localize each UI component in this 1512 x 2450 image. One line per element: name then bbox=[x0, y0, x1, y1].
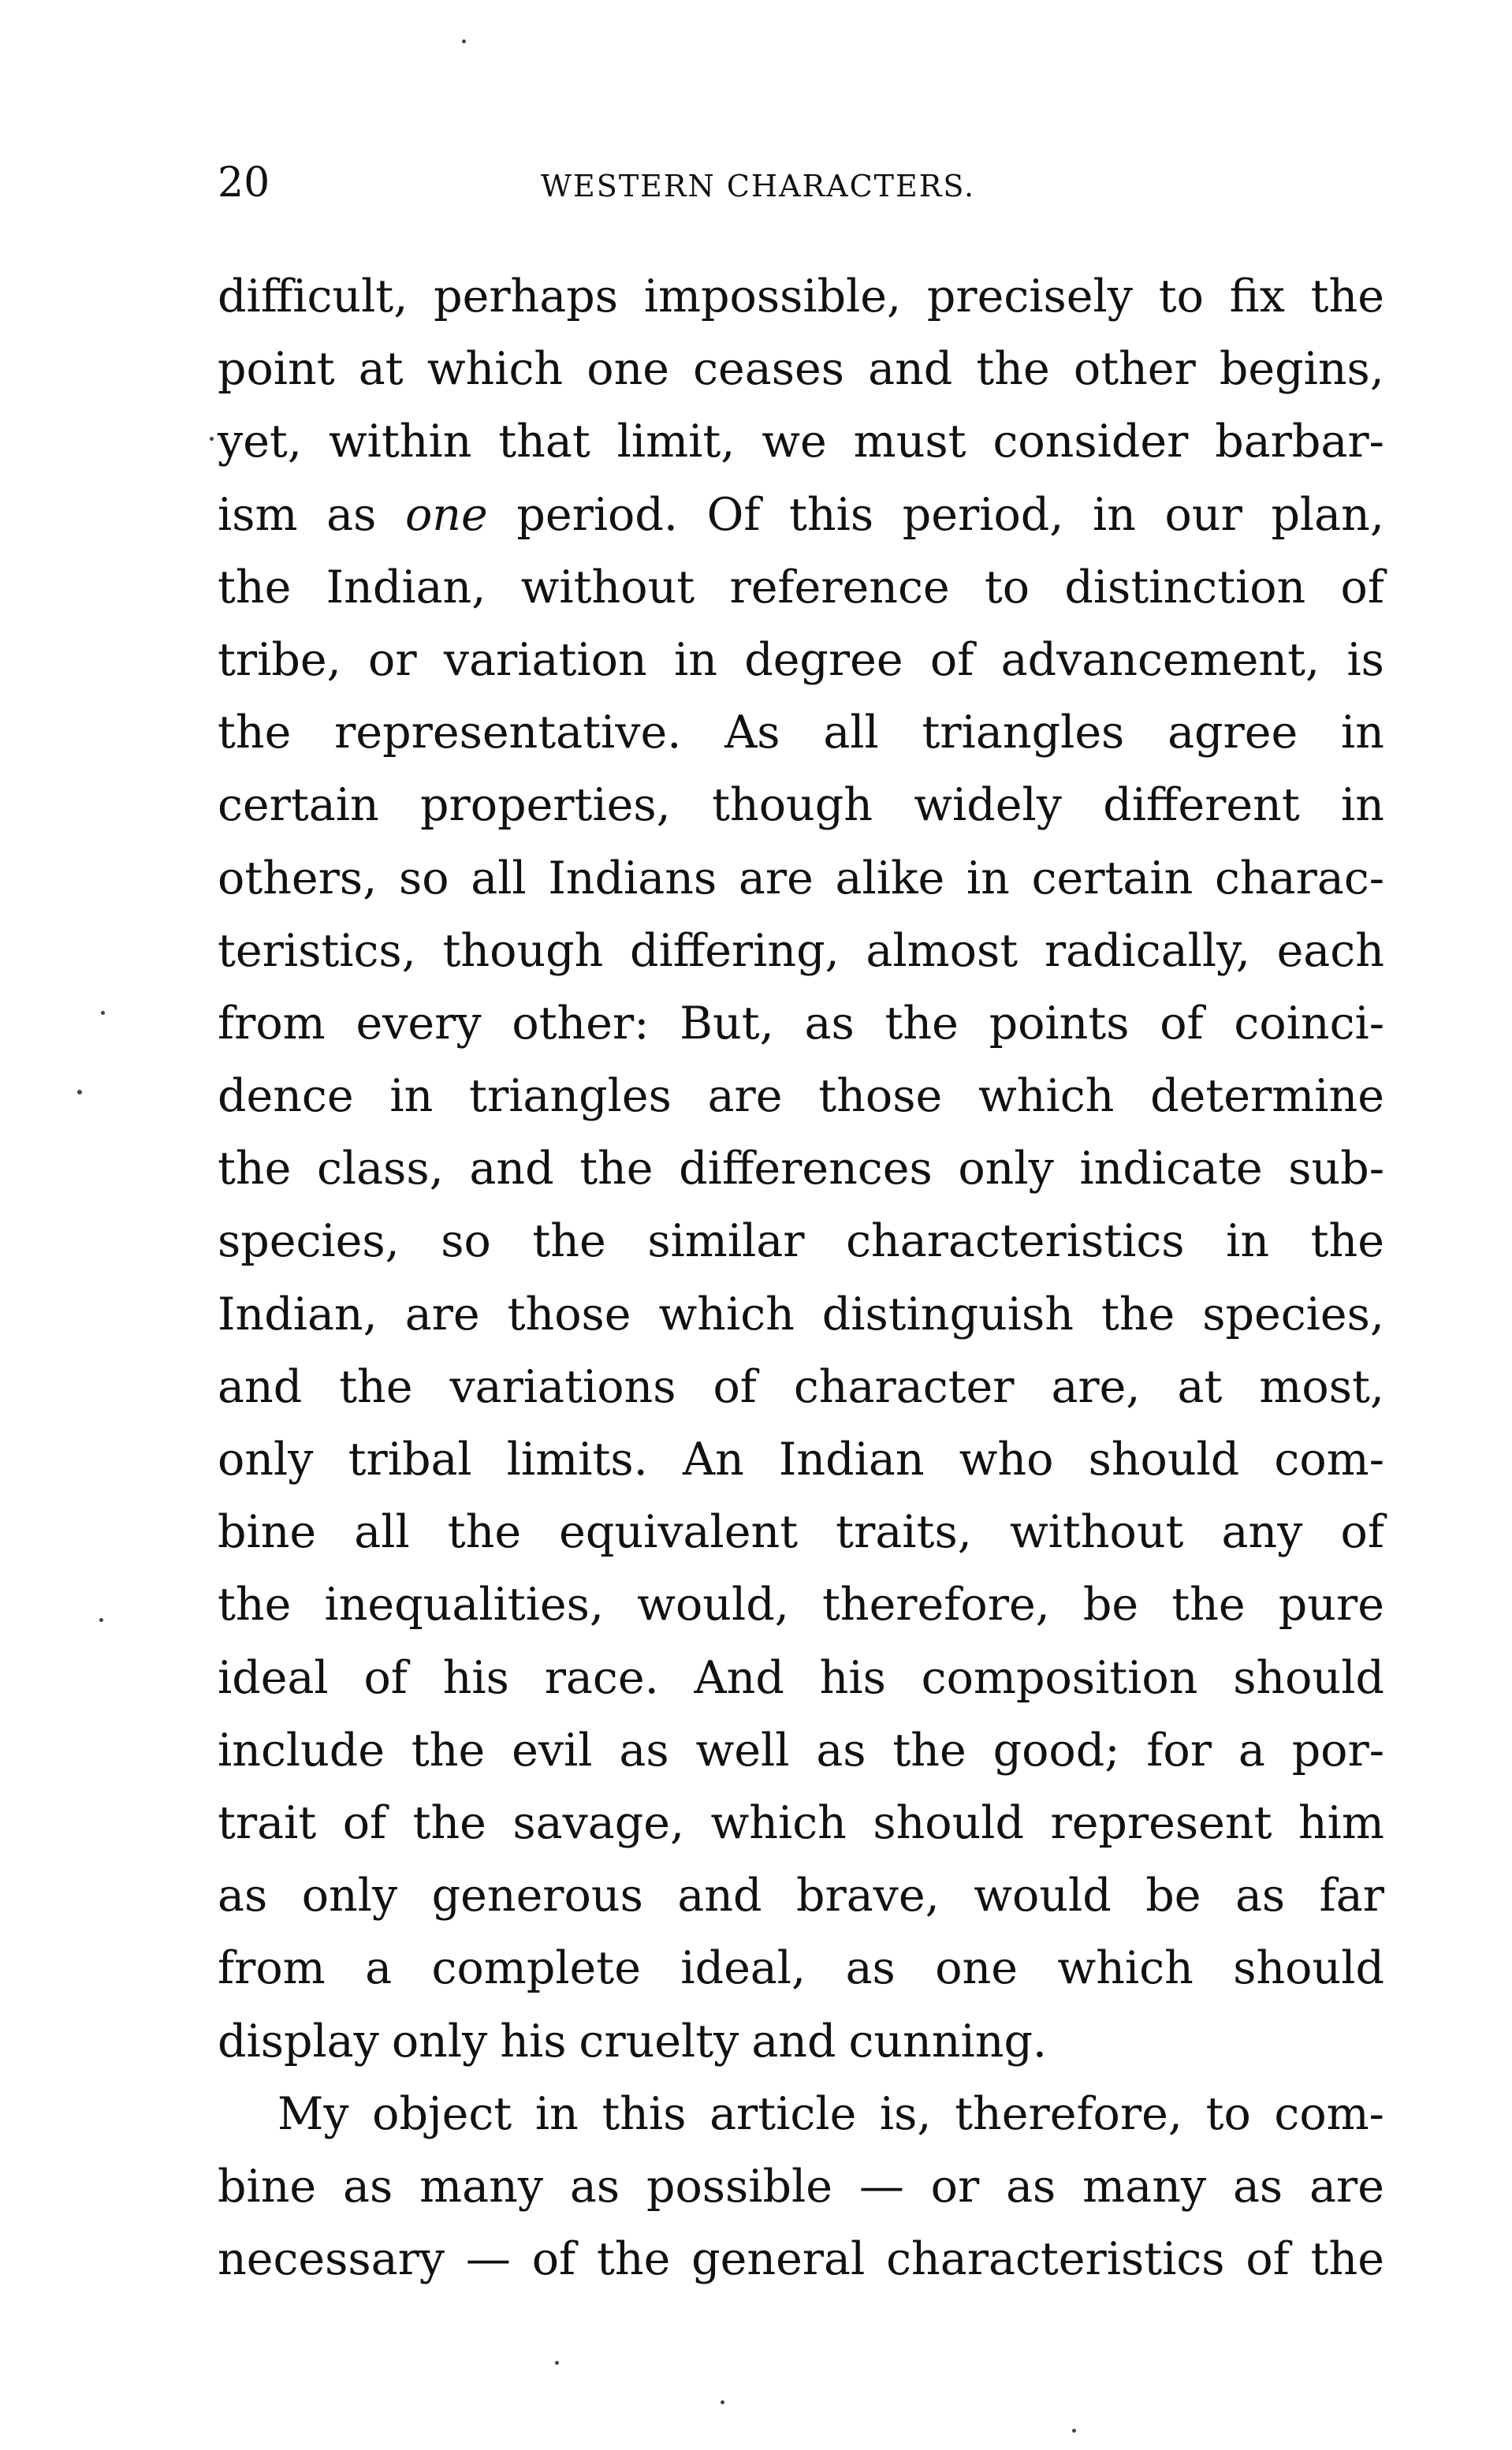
word: different bbox=[1103, 779, 1300, 832]
word: and bbox=[218, 1360, 303, 1413]
text-line bbox=[218, 769, 1384, 841]
word: and bbox=[469, 1143, 554, 1195]
scan-speck bbox=[721, 2400, 724, 2404]
word: difficult, bbox=[218, 270, 408, 323]
word: as bbox=[619, 1724, 669, 1777]
word: the bbox=[892, 1724, 966, 1777]
word: should bbox=[873, 1796, 1025, 1849]
word: so bbox=[441, 1215, 491, 1268]
word: and bbox=[868, 343, 953, 396]
word: is, bbox=[879, 2087, 932, 2140]
word: period, bbox=[902, 488, 1064, 541]
text-line bbox=[218, 1278, 1384, 1351]
word: object bbox=[372, 2087, 512, 2140]
word: who bbox=[959, 1434, 1054, 1486]
word: a bbox=[365, 1942, 393, 1995]
word: would, bbox=[637, 1579, 789, 1631]
word: all bbox=[823, 707, 879, 759]
word: should bbox=[1088, 1434, 1240, 1486]
word: charac- bbox=[1214, 852, 1384, 904]
word: the bbox=[218, 1143, 292, 1195]
word: consider bbox=[992, 416, 1189, 468]
text-line bbox=[218, 1642, 1384, 1714]
text-line bbox=[218, 2223, 1384, 2295]
word: are bbox=[738, 852, 814, 904]
text-line bbox=[218, 1568, 1384, 1641]
word: as bbox=[845, 1942, 896, 1995]
text-line bbox=[218, 624, 1384, 696]
word: — bbox=[465, 2233, 511, 2286]
word: composition bbox=[921, 1651, 1198, 1704]
word: to bbox=[984, 561, 1030, 613]
word: similar bbox=[647, 1215, 805, 1268]
word: perhaps bbox=[434, 270, 618, 323]
word: the bbox=[976, 343, 1050, 396]
word: alike bbox=[835, 852, 945, 904]
word: any bbox=[1221, 1506, 1303, 1559]
text-line bbox=[218, 1060, 1384, 1132]
word: only bbox=[958, 1143, 1054, 1195]
word: the bbox=[447, 1506, 522, 1559]
word: ceases bbox=[693, 343, 844, 396]
word: we bbox=[762, 416, 827, 468]
word: almost bbox=[866, 924, 1019, 977]
word: of bbox=[342, 1796, 387, 1849]
word: the bbox=[412, 1796, 486, 1849]
word: in bbox=[1092, 488, 1136, 541]
word: as bbox=[804, 997, 855, 1050]
word: general bbox=[691, 2233, 866, 2286]
word: must bbox=[853, 416, 966, 468]
word: the bbox=[1310, 2233, 1384, 2286]
word: be bbox=[1082, 1579, 1139, 1631]
word: his bbox=[819, 1651, 886, 1704]
word: good; bbox=[992, 1724, 1120, 1777]
text-line bbox=[218, 842, 1384, 915]
word: one bbox=[587, 343, 670, 396]
word: the bbox=[218, 561, 292, 613]
word: evil bbox=[512, 1724, 593, 1777]
scan-speck bbox=[210, 437, 214, 441]
word: An bbox=[682, 1434, 744, 1486]
word: triangles bbox=[469, 1070, 672, 1123]
word: characteristics bbox=[846, 1215, 1185, 1268]
word: most, bbox=[1259, 1360, 1384, 1413]
word: certain bbox=[218, 779, 379, 832]
word: would bbox=[974, 1870, 1112, 1922]
text-line bbox=[218, 2150, 1384, 2223]
word: sub- bbox=[1288, 1143, 1384, 1195]
word: so bbox=[398, 852, 449, 904]
word: or bbox=[368, 633, 417, 686]
word: reference bbox=[729, 561, 950, 613]
word: therefore, bbox=[955, 2087, 1182, 2140]
word: though bbox=[712, 779, 873, 832]
word: triangles bbox=[922, 707, 1125, 759]
word: other: bbox=[512, 997, 650, 1050]
word: species, bbox=[218, 1215, 400, 1268]
scan-speck bbox=[101, 1011, 105, 1015]
word: as bbox=[816, 1724, 866, 1777]
text-line bbox=[218, 1496, 1384, 1568]
text-line bbox=[218, 1859, 1384, 1932]
word: in bbox=[1226, 1215, 1270, 1268]
scan-speck bbox=[1072, 2429, 1076, 2433]
word: from bbox=[218, 997, 326, 1050]
word: as bbox=[1235, 1870, 1286, 1922]
word: are, bbox=[1051, 1360, 1141, 1413]
scan-speck bbox=[555, 2361, 559, 2365]
running-head bbox=[218, 151, 1384, 214]
word: species, bbox=[1202, 1288, 1384, 1341]
word: My bbox=[277, 2087, 349, 2140]
text-line bbox=[218, 1132, 1384, 1205]
word: well bbox=[695, 1724, 790, 1777]
text-line bbox=[218, 1714, 1384, 1787]
word: por- bbox=[1291, 1724, 1384, 1777]
word: com- bbox=[1274, 1434, 1384, 1486]
word: which bbox=[978, 1070, 1115, 1123]
word: the bbox=[218, 1579, 292, 1631]
word: variation bbox=[443, 633, 647, 686]
word: And bbox=[694, 1651, 784, 1704]
word: other bbox=[1073, 343, 1196, 396]
word: cruelty bbox=[579, 2015, 739, 2068]
word: characteristics bbox=[886, 2233, 1225, 2286]
word: inequalities, bbox=[324, 1579, 605, 1631]
text-line bbox=[218, 333, 1384, 405]
word: of bbox=[929, 633, 974, 686]
word: from bbox=[218, 1942, 326, 1995]
word: to bbox=[1205, 2087, 1251, 2140]
word: complete bbox=[431, 1942, 641, 1995]
word: within bbox=[328, 416, 472, 468]
word: which bbox=[710, 1796, 847, 1849]
word: only bbox=[301, 1870, 398, 1922]
word: of bbox=[1246, 2233, 1290, 2286]
word: only bbox=[391, 2015, 488, 2068]
word: should bbox=[1233, 1942, 1384, 1995]
word: the bbox=[1100, 1288, 1175, 1341]
word: impossible, bbox=[643, 270, 902, 323]
text-line bbox=[218, 2005, 1384, 2078]
word: radically, bbox=[1044, 924, 1250, 977]
word: this bbox=[601, 2087, 687, 2140]
word: others, bbox=[218, 852, 378, 904]
word: differences bbox=[679, 1143, 933, 1195]
word: of bbox=[531, 2233, 576, 2286]
word: as bbox=[218, 1870, 268, 1922]
word: each bbox=[1276, 924, 1384, 977]
word: should bbox=[1233, 1651, 1384, 1704]
word: for bbox=[1146, 1724, 1212, 1777]
word: character bbox=[793, 1360, 1015, 1413]
word: fix bbox=[1229, 270, 1285, 323]
word: Indian bbox=[778, 1434, 925, 1486]
word: in bbox=[389, 1070, 434, 1123]
word: plan, bbox=[1271, 488, 1384, 541]
word: class, bbox=[316, 1143, 444, 1195]
word: in bbox=[673, 633, 717, 686]
word: that bbox=[498, 416, 590, 468]
word: the bbox=[579, 1143, 654, 1195]
word: necessary bbox=[218, 2233, 445, 2286]
word: be bbox=[1145, 1870, 1201, 1922]
word: in bbox=[966, 852, 1010, 904]
text-line bbox=[218, 1787, 1384, 1859]
word: one bbox=[935, 1942, 1018, 1995]
word: one bbox=[404, 488, 488, 541]
word: all bbox=[354, 1506, 410, 1559]
word: include bbox=[218, 1724, 385, 1777]
word: in bbox=[1341, 779, 1384, 832]
word: this bbox=[789, 488, 874, 541]
page-number: 20 bbox=[218, 159, 270, 207]
word: display bbox=[218, 2015, 379, 2068]
running-title: WESTERN CHARACTERS. bbox=[541, 169, 976, 203]
text-line bbox=[218, 2078, 1384, 2150]
word: the bbox=[1310, 1215, 1384, 1268]
word: of bbox=[713, 1360, 757, 1413]
text-line bbox=[218, 1205, 1384, 1277]
word: which bbox=[426, 343, 564, 396]
word: As bbox=[724, 707, 780, 759]
word: to bbox=[1158, 270, 1204, 323]
word: as bbox=[569, 2160, 620, 2213]
word: a bbox=[1238, 1724, 1265, 1777]
word: But, bbox=[680, 997, 774, 1050]
word: Indian, bbox=[326, 561, 486, 613]
word: is bbox=[1346, 633, 1384, 686]
word: article bbox=[709, 2087, 857, 2140]
word: the bbox=[884, 997, 959, 1050]
word: his bbox=[442, 1651, 509, 1704]
word: every bbox=[356, 997, 482, 1050]
word: point bbox=[218, 343, 335, 396]
word: race. bbox=[544, 1651, 659, 1704]
word: the bbox=[596, 2233, 671, 2286]
word: possible bbox=[646, 2160, 832, 2213]
word: at bbox=[1177, 1360, 1223, 1413]
word: variations bbox=[449, 1360, 676, 1413]
word: of bbox=[1160, 997, 1204, 1050]
word: the bbox=[411, 1724, 486, 1777]
word: certain bbox=[1031, 852, 1194, 904]
text-line bbox=[218, 551, 1384, 624]
word: all bbox=[471, 852, 527, 904]
word: Indian, bbox=[218, 1288, 378, 1341]
word: his bbox=[500, 2015, 567, 2068]
word: teristics, bbox=[218, 924, 416, 977]
word: properties, bbox=[420, 779, 671, 832]
word: precisely bbox=[926, 270, 1133, 323]
word: are bbox=[707, 1070, 783, 1123]
word: com- bbox=[1274, 2087, 1384, 2140]
word: coinci- bbox=[1234, 997, 1384, 1050]
word: limit, bbox=[616, 416, 736, 468]
word: which bbox=[658, 1288, 795, 1341]
word: tribe, bbox=[218, 633, 341, 686]
text-line bbox=[218, 479, 1384, 551]
word: dence bbox=[218, 1070, 354, 1123]
word: indicate bbox=[1079, 1143, 1263, 1195]
word: agree bbox=[1168, 707, 1298, 759]
word: distinguish bbox=[821, 1288, 1074, 1341]
word: though bbox=[442, 924, 604, 977]
word: traits, bbox=[836, 1506, 972, 1559]
word: points bbox=[989, 997, 1130, 1050]
word: the bbox=[1310, 270, 1384, 323]
word: only bbox=[218, 1434, 314, 1486]
word: pure bbox=[1278, 1579, 1384, 1631]
word: as bbox=[343, 2160, 393, 2213]
word: advancement, bbox=[1000, 633, 1320, 686]
word: without bbox=[1009, 1506, 1184, 1559]
word: therefore, bbox=[821, 1579, 1050, 1631]
word: which bbox=[1057, 1942, 1194, 1995]
word: and bbox=[677, 1870, 762, 1922]
text-line bbox=[218, 260, 1384, 333]
scan-speck bbox=[462, 39, 466, 43]
word: the bbox=[339, 1360, 413, 1413]
word: the bbox=[532, 1215, 606, 1268]
word: as bbox=[1232, 2160, 1283, 2213]
word: as bbox=[326, 488, 377, 541]
word: the bbox=[1171, 1579, 1246, 1631]
word: at bbox=[358, 343, 404, 396]
word: degree bbox=[744, 633, 903, 686]
word: are bbox=[1309, 2160, 1384, 2213]
text-line bbox=[218, 1932, 1384, 2004]
word: representative. bbox=[334, 707, 682, 759]
word: limits. bbox=[506, 1434, 648, 1486]
word: are bbox=[404, 1288, 480, 1341]
text-line bbox=[218, 1351, 1384, 1423]
text-line bbox=[218, 1423, 1384, 1496]
word: distinction bbox=[1064, 561, 1306, 613]
word: — bbox=[858, 2160, 904, 2213]
word: our bbox=[1164, 488, 1242, 541]
word: the bbox=[218, 707, 292, 759]
word: of bbox=[1340, 1506, 1384, 1559]
word: tribal bbox=[348, 1434, 472, 1486]
word: yet, bbox=[218, 416, 302, 468]
word: Of bbox=[706, 488, 761, 541]
word: determine bbox=[1150, 1070, 1384, 1123]
text-line bbox=[218, 696, 1384, 769]
word: differing, bbox=[629, 924, 840, 977]
word: or bbox=[930, 2160, 980, 2213]
word: and bbox=[751, 2015, 836, 2068]
word: generous bbox=[431, 1870, 643, 1922]
word: equivalent bbox=[559, 1506, 799, 1559]
text-line bbox=[218, 915, 1384, 987]
word: many bbox=[419, 2160, 544, 2213]
word: those bbox=[818, 1070, 943, 1123]
word: savage, bbox=[512, 1796, 685, 1849]
word: represent bbox=[1050, 1796, 1272, 1849]
word: bine bbox=[218, 2160, 317, 2213]
word: barbar- bbox=[1215, 416, 1384, 468]
text-line bbox=[218, 987, 1384, 1060]
word: in bbox=[1341, 707, 1384, 759]
scan-speck bbox=[77, 1090, 82, 1094]
word: without bbox=[520, 561, 695, 613]
body-text bbox=[218, 260, 1384, 2295]
word: ideal bbox=[218, 1651, 329, 1704]
word: begins, bbox=[1219, 343, 1384, 396]
word: brave, bbox=[795, 1870, 940, 1922]
word: period. bbox=[516, 488, 678, 541]
word: Indians bbox=[548, 852, 717, 904]
word: bine bbox=[218, 1506, 317, 1559]
word: cunning. bbox=[848, 2015, 1048, 2068]
scan-speck bbox=[99, 1618, 103, 1622]
word: many bbox=[1082, 2160, 1207, 2213]
word: of bbox=[1340, 561, 1384, 613]
word: ideal, bbox=[680, 1942, 806, 1995]
word: widely bbox=[914, 779, 1062, 832]
word: trait bbox=[218, 1796, 317, 1849]
word: in bbox=[534, 2087, 579, 2140]
word: of bbox=[363, 1651, 408, 1704]
word: as bbox=[1006, 2160, 1056, 2213]
word: far bbox=[1319, 1870, 1384, 1922]
word: those bbox=[507, 1288, 631, 1341]
word: ism bbox=[218, 488, 298, 541]
text-line bbox=[218, 405, 1384, 478]
word: him bbox=[1298, 1796, 1384, 1849]
